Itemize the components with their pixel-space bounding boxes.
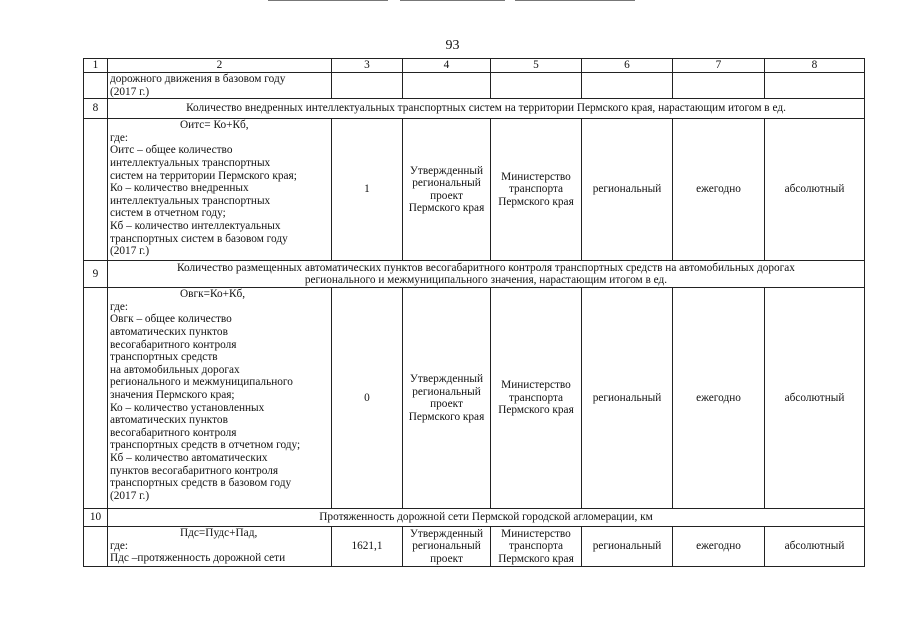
col-header-4: 4 xyxy=(403,59,491,73)
indicator-10-detail-row xyxy=(84,527,865,567)
indicator-type: абсолютный xyxy=(765,527,865,567)
frequency: ежегодно xyxy=(673,527,765,567)
indicator-8-detail-row xyxy=(84,119,865,261)
indicator-type: абсолютный xyxy=(765,119,865,261)
indicator-title: Протяженность дорожной сети Пермской городской агломерации, км xyxy=(108,509,865,527)
cont-empty-cell xyxy=(673,73,765,99)
indicator-title: Количество размещенных автоматических пунктов весогабаритного контроля транспортных средств на автомобильных дорогах регионального и межмуниципального значения, нарастающим итогом в ед. xyxy=(108,261,865,288)
frequency: ежегодно xyxy=(673,119,765,261)
method-cell xyxy=(108,527,332,567)
responsible-body: Министерство транспорта Пермского края xyxy=(491,119,582,261)
level: региональный xyxy=(582,288,673,509)
cont-empty-cell xyxy=(332,73,403,99)
cont-empty-cell xyxy=(491,73,582,99)
col-header-5: 5 xyxy=(491,59,582,73)
top-rule-right xyxy=(515,0,635,1)
method-cell xyxy=(108,288,332,509)
formula-description: где: Пдс –протяженность дорожной сети xyxy=(110,539,286,565)
top-rule-middle xyxy=(400,0,505,1)
cont-num-cell xyxy=(84,73,108,99)
indicator-9-detail-row xyxy=(84,288,865,509)
level: региональный xyxy=(582,527,673,567)
data-source: Утвержденный региональный проект Пермского края xyxy=(403,119,491,261)
col-header-8: 8 xyxy=(765,59,865,73)
indicator-8-title-row xyxy=(84,99,865,119)
formula-description: где: Овгк – общее количество автоматических пунктов весогабаритного контроля транспортных средств на автомобильных дорогах регионального и межмуниципального значения Пермского края; Ко – количество установленных автоматических пунктов весогабаритного контроля транспортных средств в отчетном году; Кб – количество автоматических пунктов весогабаритного контроля транспортных средств в базовом году (2017 г.) xyxy=(110,300,301,502)
formula: Оитс= Ко+Кб, xyxy=(180,119,249,132)
responsible-body: Министерство транспорта Пермского края xyxy=(491,288,582,509)
empty-num-cell xyxy=(84,119,108,261)
indicator-title: Количество внедренных интеллектуальных транспортных систем на территории Пермского края, нарастающим итогом в ед. xyxy=(108,99,865,119)
data-source: Утвержденный региональный проект Пермского края xyxy=(403,288,491,509)
indicator-number: 8 xyxy=(84,99,108,119)
indicator-type: абсолютный xyxy=(765,288,865,509)
formula: Овгк=Ко+Кб, xyxy=(180,288,246,301)
continuation-row xyxy=(84,73,865,99)
empty-num-cell xyxy=(84,288,108,509)
col-header-7: 7 xyxy=(673,59,765,73)
level: региональный xyxy=(582,119,673,261)
formula-description: где: Оитс – общее количество интеллектуальных транспортных систем на территории Пермского края; Ко – количество внедренных интеллектуальных транспортных систем в отчетном году; Кб – количество интеллектуальных транспортных систем в базовом году (2017 г.) xyxy=(110,131,297,258)
column-number-row xyxy=(84,59,865,73)
col-header-2: 2 xyxy=(108,59,332,73)
col-header-3: 3 xyxy=(332,59,403,73)
cont-empty-cell xyxy=(403,73,491,99)
page-number: 93 xyxy=(445,38,460,53)
indicators-table xyxy=(83,58,865,567)
cont-empty-cell xyxy=(582,73,673,99)
method-cell xyxy=(108,119,332,261)
indicator-10-title-row xyxy=(84,509,865,527)
indicator-number: 9 xyxy=(84,261,108,288)
base-value: 1 xyxy=(332,119,403,261)
formula: Пдс=Пудс+Пад, xyxy=(180,527,258,540)
cont-description-cell: дорожного движения в базовом году (2017 г.) xyxy=(108,73,332,99)
indicator-9-title-row xyxy=(84,261,865,288)
responsible-body: Министерство транспорта Пермского края xyxy=(491,527,582,567)
data-source: Утвержденный региональный проект xyxy=(403,527,491,567)
indicator-number: 10 xyxy=(84,509,108,527)
base-value: 0 xyxy=(332,288,403,509)
col-header-6: 6 xyxy=(582,59,673,73)
empty-num-cell xyxy=(84,527,108,567)
base-value: 1621,1 xyxy=(332,527,403,567)
top-rule-left xyxy=(268,0,388,1)
frequency: ежегодно xyxy=(673,288,765,509)
cont-empty-cell xyxy=(765,73,865,99)
col-header-1: 1 xyxy=(84,59,108,73)
